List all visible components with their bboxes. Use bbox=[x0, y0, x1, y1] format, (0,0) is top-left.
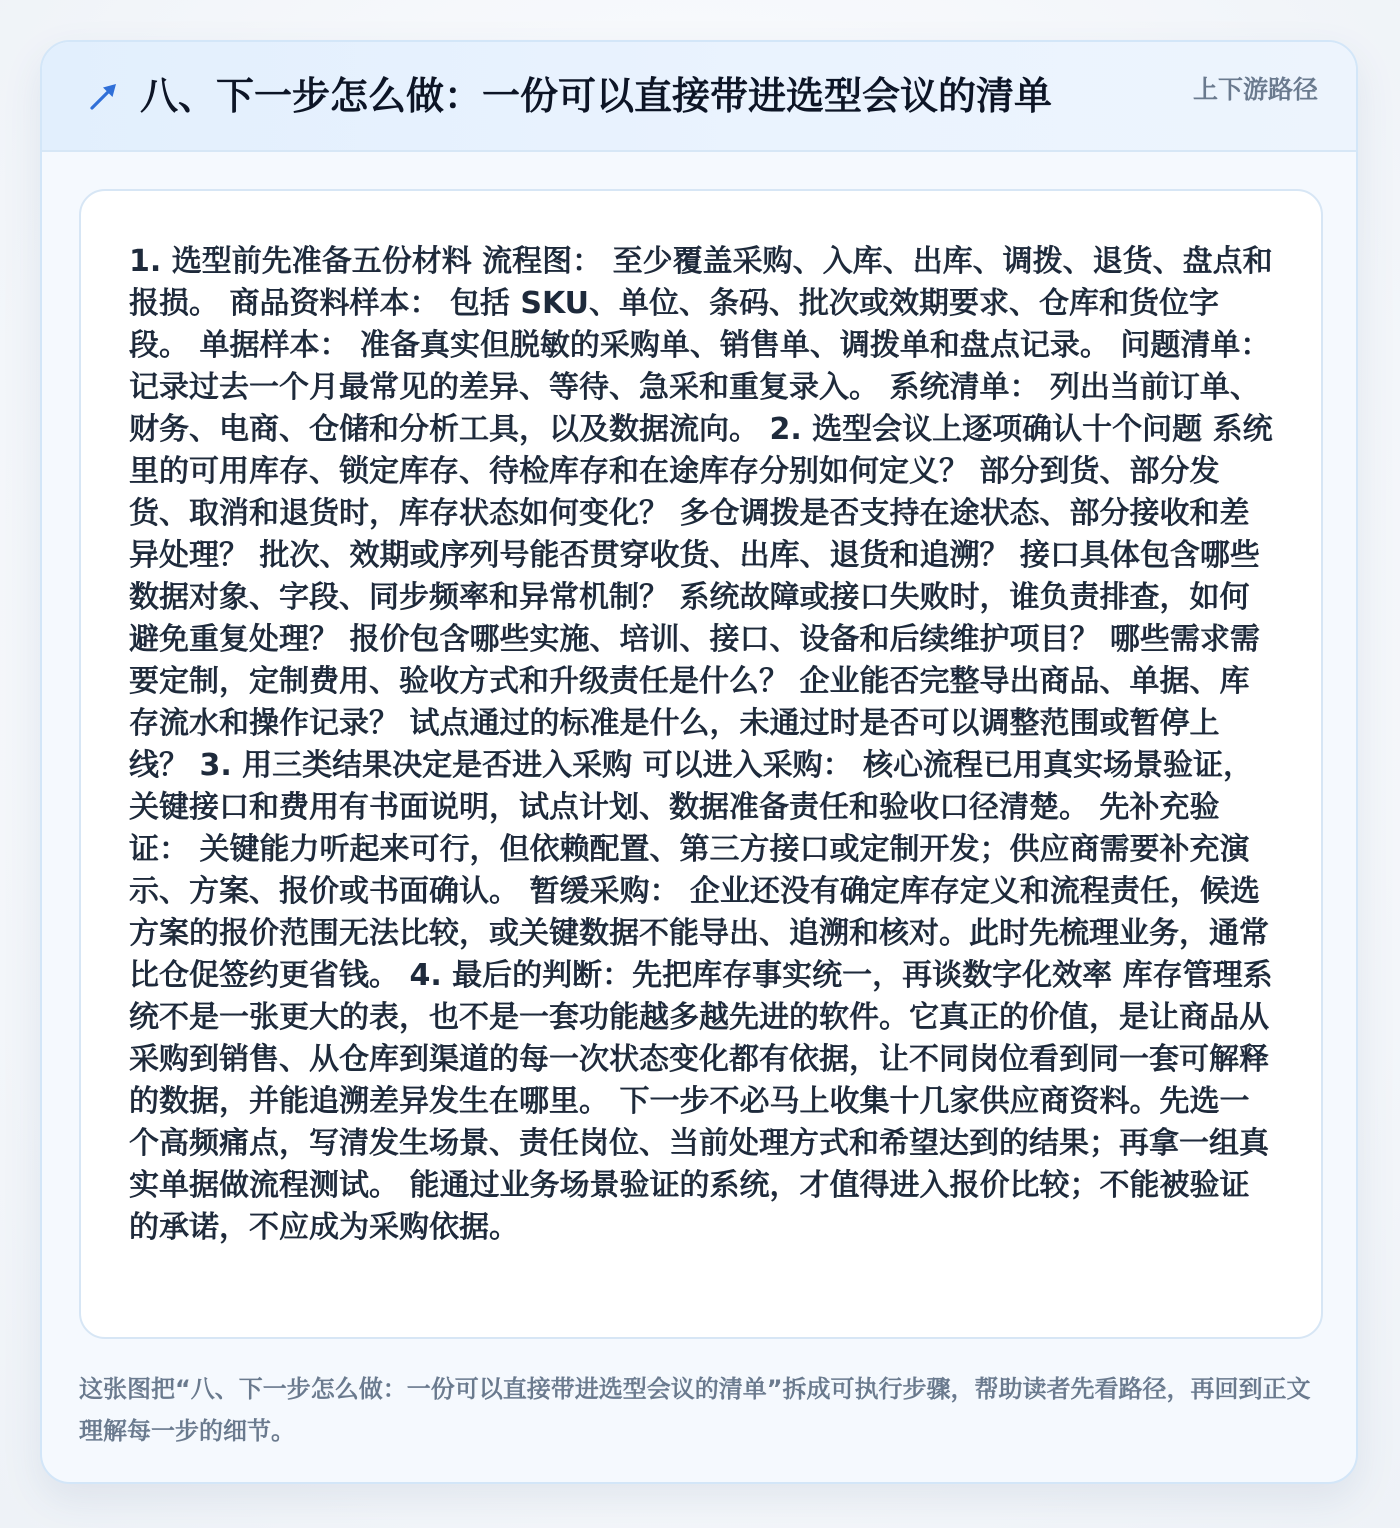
category-tag: 上下游路径 bbox=[1192, 75, 1318, 104]
arrow-up-right-icon bbox=[86, 78, 122, 114]
section-card bbox=[40, 40, 1358, 1484]
card-header bbox=[42, 42, 1356, 152]
image-caption: 这张图把“八、下一步怎么做：一份可以直接带进选型会议的清单”拆成可执行步骤，帮助读者先看路径，再回到正文理解每一步的细节。 bbox=[79, 1375, 1311, 1445]
content-body: 1. 选型前先准备五份材料 流程图： 至少覆盖采购、入库、出库、调拨、退货、盘点和报损。 商品资料样本： 包括 SKU、单位、条码、批次或效期要求、仓库和货位字段。 单据样本： 准备真实但脱敏的采购单、销售单、调拨单和盘点记录。 问题清单： 记录过去一个月最常见的差异、等待、急采和重复录入。 系统清单： 列出当前订单、财务、电商、仓储和分析工具，以及数据流向。 2. 选型会议上逐项确认十个问题 系统里的可用库存、锁定库存、待检库存和在途库存分别如何定义？ 部分到货、部分发货、取消和退货时，库存状态如何变化？ 多仓调拨是否支持在途状态、部分接收和差异处理？ 批次、效期或序列号能否贯穿收货、出库、退货和追溯？ 接口具体包含哪些数据对象、字段、同步频率和异常机制？ 系统故障或接口失败时，谁负责排查，如何避免重复处理？ 报价包含哪些实施、培训、接口、设备和后续维护项目？ 哪些需求需要定制，定制费用、验收方式和升级责任是什么？ 企业能否完整导出商品、单据、库存流水和操作记录？ 试点通过的标准是什么，未通过时是否可以调整范围或暂停上线？ 3. 用三类结果决定是否进入采购 可以进入采购： 核心流程已用真实场景验证，关键接口和费用有书面说明，试点计划、数据准备责任和验收口径清楚。 先补充验证： 关键能力听起来可行，但依赖配置、第三方接口或定制开发；供应商需要补充演示、方案、报价或书面确认。 暂缓采购： 企业还没有确定库存定义和流程责任，候选方案的报价范围无法比较，或关键数据不能导出、追溯和核对。此时先梳理业务，通常比仓促签约更省钱。 4. 最后的判断：先把库存事实统一，再谈数字化效率 库存管理系统不是一张更大的表，也不是一套功能越多越先进的软件。它真正的价值，是让商品从采购到销售、从仓库到渠道的每一次状态变化都有依据，让不同岗位看到同一套可解释的数据，并能追溯差异发生在哪里。 下一步不必马上收集十几家供应商资料。先选一个高频痛点，写清发生场景、责任岗位、当前处理方式和希望达到的结果；再拿一组真实单据做流程测试。 能通过业务场景验证的系统，才值得进入报价比较；不能被验证的承诺，不应成为采购依据。 bbox=[129, 244, 1273, 1245]
content-panel bbox=[79, 189, 1323, 1339]
page-title: 八、下一步怎么做：一份可以直接带进选型会议的清单 bbox=[140, 74, 1053, 118]
